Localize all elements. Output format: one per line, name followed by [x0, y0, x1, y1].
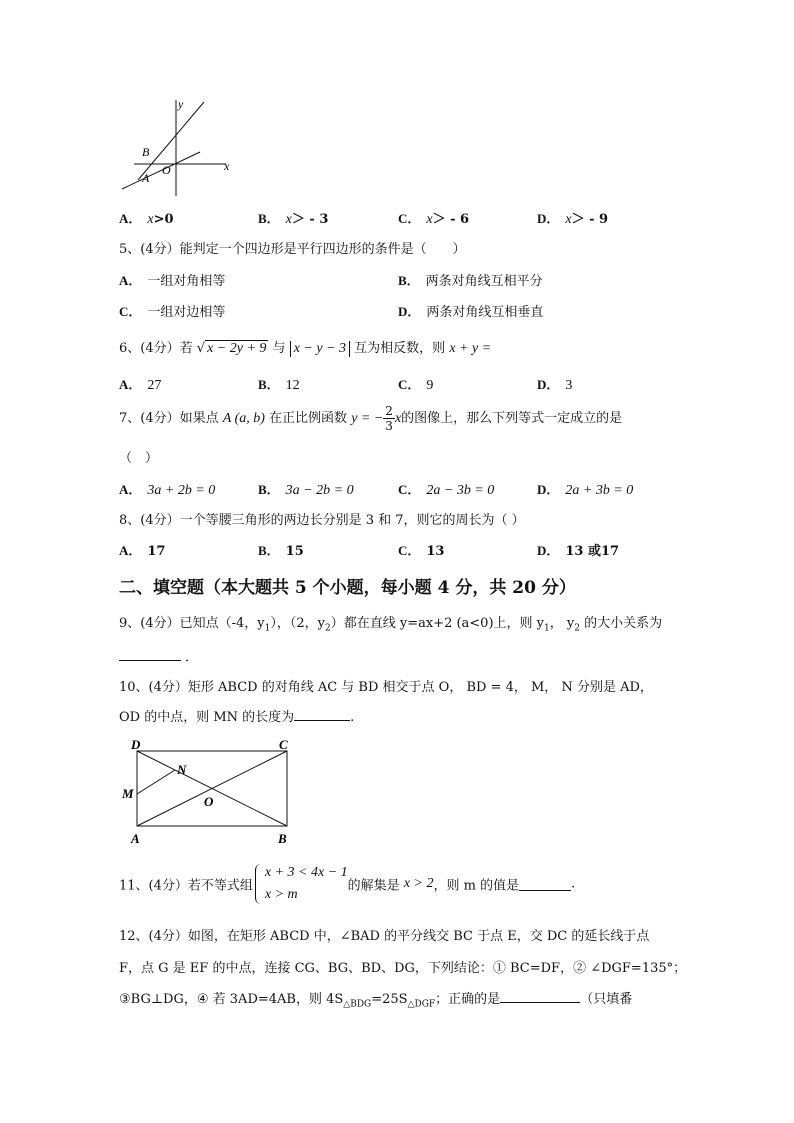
q7-option-c[interactable]: C． 2a − 3b = 0	[398, 482, 495, 498]
q12-stem-line2: F，点 G 是 EF 的中点，连接 CG、BG、BD、DG，下列结论：① BC=DF，② ∠DGF=135°；	[119, 961, 687, 976]
shallow-line	[122, 152, 200, 189]
q5-option-d[interactable]: D． 两条对角线互相垂直	[398, 304, 544, 320]
q8-option-d[interactable]: D． 13 或17	[537, 543, 620, 559]
q6-option-a[interactable]: A． 27	[119, 377, 162, 393]
rectangle-figure	[122, 736, 302, 848]
label-d: D	[131, 737, 141, 752]
label-b: B	[278, 831, 287, 846]
q8-option-a[interactable]: A． 17	[119, 543, 166, 559]
label-m: M	[122, 786, 134, 801]
q4-option-a[interactable]: A． x>0	[119, 211, 174, 227]
q5-option-b[interactable]: B． 两条对角线互相平分	[398, 273, 543, 289]
q12-stem-line1: 12、(4分）如图，在矩形 ABCD 中，∠BAD 的平分线交 BC 于点 E，交 DC 的延长线于点	[119, 929, 650, 944]
sqrt-expression: √ x − 2y + 9	[196, 341, 267, 356]
abs-expression: x − y − 3	[290, 341, 350, 357]
q7-option-d[interactable]: D． 2a + 3b = 0	[537, 482, 634, 498]
q6-option-b[interactable]: B． 12	[258, 377, 300, 393]
segment-mn	[137, 770, 175, 794]
q11-answer-blank[interactable]	[519, 878, 571, 891]
label-o: O	[204, 794, 214, 809]
point-b-label: B	[142, 145, 150, 159]
q8-option-c[interactable]: C． 13	[398, 543, 445, 559]
q11-stem: 11、(4分）若不等式组 x + 3 < 4x − 1 x > m 的解集是 x > 2，则 m 的值是 .	[119, 862, 575, 906]
inequality-system: x + 3 < 4x − 1 x > m	[253, 862, 348, 906]
q7-stem: 7、(4分）如果点 A (a, b) 在正比例函数 y = − $\frac{2}{3}$ x的图像上，那么下列等式一定成立的是	[119, 404, 623, 433]
q6-option-d[interactable]: D． 3	[537, 377, 573, 393]
q5-stem: 5、(4分）能判定一个四边形是平行四边形的条件是（ ）	[119, 242, 466, 257]
graph-figure	[118, 96, 248, 202]
q8-stem: 8、(4分）一个等腰三角形的两边长分别是 3 和 7，则它的周长为（ ）	[119, 513, 525, 528]
q5-option-c[interactable]: C． 一组对边相等	[119, 304, 226, 320]
q4-option-b[interactable]: B． x＞ - 3	[258, 211, 329, 227]
q7-option-a[interactable]: A． 3a + 2b = 0	[119, 482, 216, 498]
label-n: N	[177, 762, 187, 777]
q10-stem-line1: 10、(4分）矩形 ABCD 的对角线 AC 与 BD 相交于点 O， BD = 4， M， N 分别是 AD，	[119, 680, 653, 695]
q6-option-c[interactable]: C． 9	[398, 377, 434, 393]
x-axis-label: x	[224, 159, 230, 173]
q9-stem: 9、(4分）已知点（-4，$y_1$），（2，$y_2$）都在直线 y=ax+2 (a<0)上，则 $y_1$， $y_2$ 的大小关系为	[119, 616, 663, 634]
q12-answer-blank[interactable]	[500, 990, 580, 1003]
section-heading: 二、填空题（本大题共 5 个小题，每小题 4 分，共 20 分）	[119, 578, 576, 598]
q9-answer-blank[interactable]	[119, 648, 181, 661]
q7-paren: （ ）	[119, 451, 159, 466]
q9-answer-line: ．	[119, 646, 198, 665]
q8-option-b[interactable]: B． 15	[258, 543, 304, 559]
label-a: A	[131, 831, 140, 846]
label-c: C	[279, 737, 288, 752]
q6-stem: 6、(4分）若 √ x − 2y + 9 与 x − y − 3 互为相反数，则 x + y =	[119, 341, 492, 356]
q10-answer-blank[interactable]	[294, 708, 350, 721]
point-a-label: A	[142, 171, 150, 185]
y-axis-label: y	[178, 97, 184, 111]
origin-label: O	[162, 163, 171, 177]
q4-option-d[interactable]: D． x＞ - 9	[537, 211, 609, 227]
q4-option-c[interactable]: C． x＞ - 6	[398, 211, 470, 227]
q7-option-b[interactable]: B． 3a − 2b = 0	[258, 482, 354, 498]
q10-stem-line2: OD 的中点，则 MN 的长度为 .	[119, 710, 355, 725]
fraction: $\frac{2}{3}$	[385, 404, 393, 433]
steep-line	[138, 102, 204, 180]
q5-option-a[interactable]: A． 一组对角相等	[119, 273, 226, 289]
q12-stem-line3: ③BG⊥DG，④ 若 3AD=4AB，则 $4S_{\triangle BDG}=25S_{\triangle DGF}$；正确的是 （只填番	[119, 992, 633, 1010]
